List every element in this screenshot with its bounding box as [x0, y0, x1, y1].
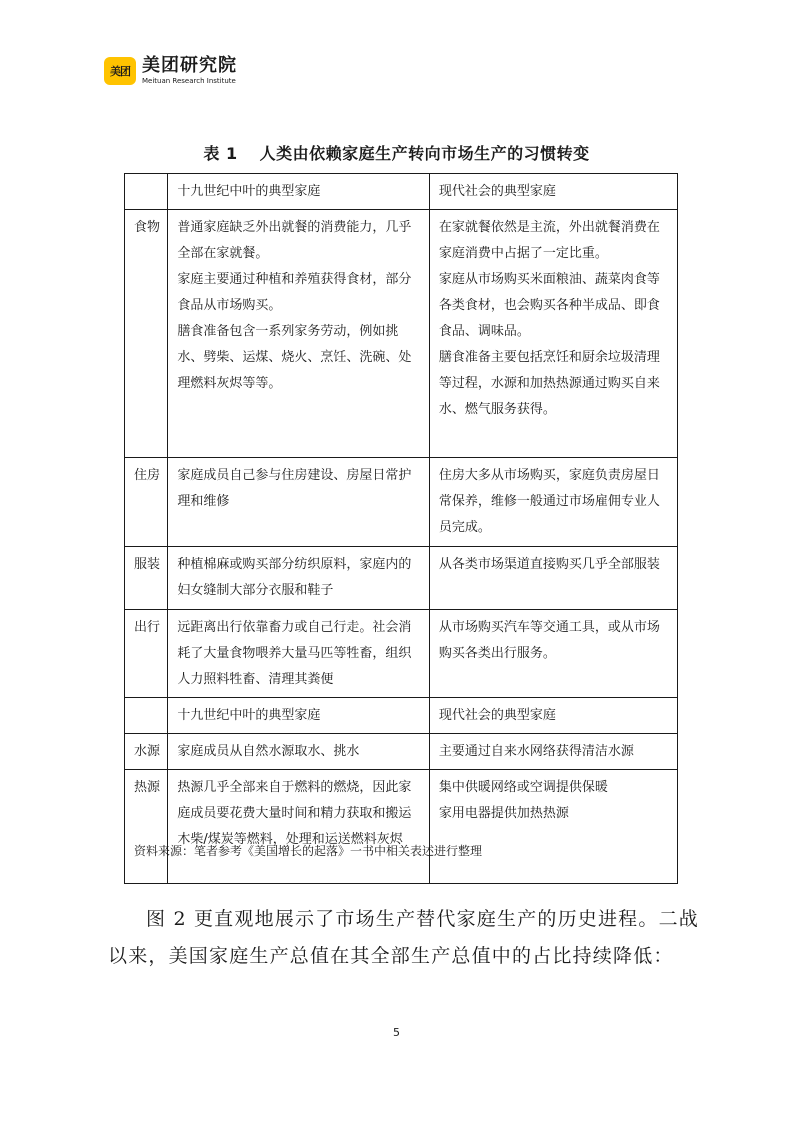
- cell-modern: [429, 770, 677, 884]
- cell-paragraph: 集中供暖网络或空调提供保暖: [438, 780, 608, 795]
- header-cell-modern: 现代社会的典型家庭: [429, 174, 677, 210]
- table-row: [125, 734, 678, 770]
- body-paragraph: [108, 901, 708, 975]
- body-paragraph-text: 图 2 更直观地展示了市场生产替代家庭生产的历史进程。二战以来，美国家庭生产总值在其全部生产总值中的占比持续降低：: [108, 908, 699, 967]
- cell-paragraph: 热源几乎全部来自于燃料的燃烧，因此家庭成员要花费大量时间和精力获取和搬运木柴/煤炭等燃料，处理和运送燃料灰烬: [177, 780, 412, 847]
- table-row: [125, 210, 678, 458]
- table-row: [125, 547, 678, 610]
- table-row: [125, 770, 678, 884]
- row-category: 出行: [125, 610, 168, 698]
- cell-paragraph: 膳食准备包含一系列家务劳动，例如挑水、劈柴、运煤、烧火、烹饪、洗碗、处理燃料灰烬等等。: [177, 324, 412, 391]
- row-category: 水源: [125, 734, 168, 770]
- table-row: [125, 458, 678, 547]
- row-category: 服装: [125, 547, 168, 610]
- table-row: [125, 610, 678, 698]
- cell-modern: [429, 547, 677, 610]
- cell-modern: [429, 734, 677, 770]
- page-number: 5: [393, 1026, 400, 1039]
- cell-paragraph: 家用电器提供加热热源: [438, 806, 569, 821]
- cell-19th-century: [168, 770, 429, 884]
- cell-paragraph: 主要通过自来水网络获得清洁水源: [438, 744, 634, 759]
- row-category: 住房: [125, 458, 168, 547]
- table-header-row: [125, 174, 678, 210]
- logo-name: 美团研究院: [142, 55, 237, 76]
- cell-19th-century: [168, 210, 429, 458]
- cell-paragraph: 在家就餐依然是主流，外出就餐消费在家庭消费中占据了一定比重。: [438, 220, 660, 261]
- header-cell-modern: 现代社会的典型家庭: [429, 698, 677, 734]
- cell-paragraph: 从各类市场渠道直接购买几乎全部服装: [438, 557, 660, 572]
- logo-subtitle: Meituan Research Institute: [142, 77, 236, 85]
- cell-19th-century: [168, 734, 429, 770]
- cell-paragraph: 家庭主要通过种植和养殖获得食材，部分食品从市场购买。: [177, 272, 412, 313]
- comparison-table: [124, 173, 678, 884]
- logo-text: [142, 56, 237, 86]
- meituan-logo: [104, 56, 237, 86]
- table-subheader-row: [125, 698, 678, 734]
- table-source-note: 资料来源：笔者参考《美国增长的起落》一书中相关表述进行整理: [134, 844, 483, 858]
- cell-19th-century: [168, 547, 429, 610]
- cell-modern: [429, 458, 677, 547]
- cell-paragraph: 家庭从市场购买米面粮油、蔬菜肉食等各类食材，也会购买各种半成品、即食食品、调味品。: [438, 272, 660, 339]
- cell-19th-century: [168, 610, 429, 698]
- header-cell-empty: [125, 174, 168, 210]
- cell-paragraph: 住房大多从市场购买，家庭负责房屋日常保养，维修一般通过市场雇佣专业人员完成。: [438, 468, 660, 535]
- cell-19th-century: [168, 458, 429, 547]
- table-title: [0, 141, 793, 164]
- cell-modern: [429, 210, 677, 458]
- cell-paragraph: 从市场购买汽车等交通工具，或从市场购买各类出行服务。: [438, 620, 660, 661]
- cell-paragraph: 远距离出行依靠畜力或自己行走。社会消耗了大量食物喂养大量马匹等牲畜，组织人力照料牲畜、清理其粪便: [177, 620, 412, 687]
- cell-paragraph: 家庭成员自己参与住房建设、房屋日常护理和维修: [177, 468, 412, 509]
- cell-paragraph: 普通家庭缺乏外出就餐的消费能力，几乎全部在家就餐。: [177, 220, 412, 261]
- meituan-logo-icon: 美团: [104, 57, 136, 85]
- row-category: 热源: [125, 770, 168, 884]
- row-category: 食物: [125, 210, 168, 458]
- header-cell-empty: [125, 698, 168, 734]
- header-cell-19th-century: 十九世纪中叶的典型家庭: [168, 698, 429, 734]
- cell-paragraph: 种植棉麻或购买部分纺织原料，家庭内的妇女缝制大部分衣服和鞋子: [177, 557, 412, 598]
- table-number: 表 1: [203, 144, 238, 163]
- cell-modern: [429, 610, 677, 698]
- table-title-text: 人类由依赖家庭生产转向市场生产的习惯转变: [259, 144, 590, 163]
- header-cell-19th-century: 十九世纪中叶的典型家庭: [168, 174, 429, 210]
- cell-paragraph: 家庭成员从自然水源取水、挑水: [177, 744, 360, 759]
- cell-paragraph: 膳食准备主要包括烹饪和厨余垃圾清理等过程，水源和加热热源通过购买自来水、燃气服务获得。: [438, 350, 660, 417]
